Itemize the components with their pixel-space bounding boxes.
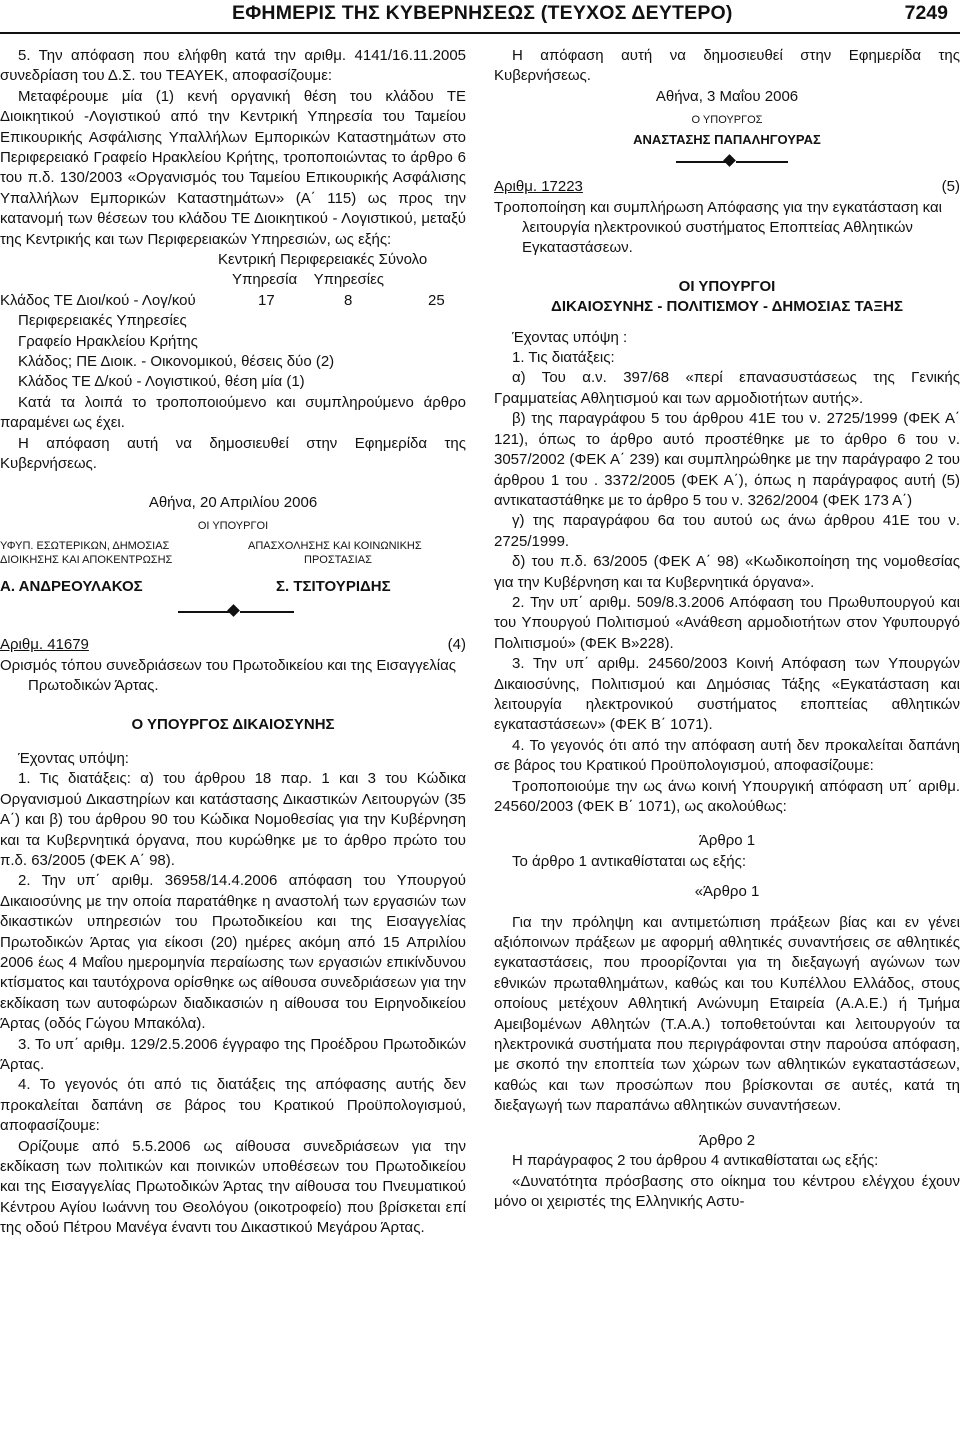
signing-date: Αθήνα, 20 Απριλίου 2006: [148, 493, 318, 511]
regional-services-label: Περιφερειακές Υπηρεσίες: [18, 312, 187, 330]
ministers-heading-2: ΔΙΚΑΙΟΣΥΝΗΣ - ΠΟΛΙΤΙΣΜΟΥ - ΔΗΜΟΣΙΑΣ ΤΑΞΗΣ: [551, 298, 903, 316]
left-paragraph-4: 4. Το γεγονός ότι από τις διατάξεις της απόφασης αυτής δεν προκαλείται δαπάνη σε βάρος του Κρατικού Προϋπολογισμού, αποφασίζουμε:: [0, 1076, 466, 1135]
minister-1-title-line-1: ΥΦΥΠ. ΕΣΩΤΕΡΙΚΩΝ, ΔΗΜΟΣΙΑΣ: [0, 539, 170, 552]
office-label: Γραφείο Ηρακλείου Κρήτης: [18, 332, 198, 350]
signature-2: Σ. ΤΣΙΤΟΥΡΙΔΗΣ: [276, 577, 391, 595]
table-cell-central: 17: [258, 291, 275, 309]
right-paragraph-4: 4. Το γεγονός ότι από την απόφαση αυτή δεν προκαλείται δαπάνη σε βάρος του Κρατικού Προϋπολογισμού, αποφασίζουμε:: [494, 736, 960, 775]
positions-table: [0, 250, 466, 311]
diamond-icon: [227, 604, 240, 617]
minister-1-title-line-2: ΔΙΟΙΚΗΣΗΣ ΚΑΙ ΑΠΟΚΕΝΤΡΩΣΗΣ: [0, 553, 173, 566]
transfer-paragraph: Μεταφέρουμε μία (1) κενή οργανική θέση του κλάδου ΤΕ Διοικητικού -Λογιστικού από την Κεντρική Υπηρεσία του Ταμείου Επικουρικής Ασφάλισης Υπαλλήλων Εμπορικών Καταστημάτων στο Περιφερειακό Γραφείο Ηρακλείου Κρήτης, τροποποιώντας το άρθρο 6 του π.δ. 130/2003 «Οργανισμός του Ταμείου Επικουρικής Ασφάλισης Υπαλλήλων Εμπορικών Καταστημάτων» (Α΄ 115) ως προς την κατανομή των θέσεων του κλάδου ΤΕ Διοικητικού - Λογιστικού, μεταξύ της Κεντρικής και των Περιφερειακών Υπηρεσιών, ως εξής:: [0, 87, 466, 248]
article-2-heading: Άρθρο 2: [698, 1131, 756, 1149]
table-cell-regional: 8: [344, 291, 353, 309]
decision-5-number-line: [494, 177, 960, 197]
minister-2-title-line-1: ΑΠΑΣΧΟΛΗΣΗΣ ΚΑΙ ΚΟΙΝΩΝΙΚΗΣ: [248, 539, 422, 552]
table-row-label: Κλάδος ΤΕ Διοι/κού - Λογ/κού: [0, 291, 196, 309]
intro-paragraph: 5. Την απόφαση που ελήφθη κατά την αριθμ. 4141/16.11.2005 συνεδρίαση του Δ.Σ. του ΤΕΑΥΕΚ, αποφασίζουμε:: [0, 47, 466, 85]
table-row: [0, 291, 466, 311]
right-paragraph-1a: α) Του α.ν. 397/68 «περί επανασυστάσεως της Γενικής Γραμματείας Αθλητισμού και των αρμοδιοτήτων αυτής».: [494, 369, 960, 407]
rest-paragraph: Κατά τα λοιπά το τροποποιούμενο και συμπληρούμενο άρθρο παραμένει ως έχει.: [0, 393, 466, 432]
table-header-line-2: Υπηρεσία Υπηρεσίες: [232, 271, 384, 289]
right-signing-date: Αθήνα, 3 Μαΐου 2006: [655, 87, 799, 105]
right-paragraph-1b: β) της παραγράφου 5 του άρθρου 41Ε του ν. 2725/1999 (ΦΕΚ Α΄ 121), όπως το άρθρο αυτό προστέθηκε με το άρθρο 6 του ν. 3057/2002 (ΦΕΚ Α΄ 239) και συμπληρώθηκε με την παράγραφο 2 του άρθρου 1 του . 3372/2005 (ΦΕΚ Α΄), όπως η παράγραφος αυτή (5) αντικαταστάθηκε με το άρθρο 5 του ν. 3262/2004 (ΦΕΚ 173 Α΄): [494, 410, 960, 509]
branch-pe: Κλάδος; ΠΕ Διοικ. - Οικονομικού, θέσεις δύο (2): [18, 353, 335, 371]
ministers-label: ΟΙ ΥΠΟΥΡΓΟΙ: [197, 519, 269, 532]
minister-heading: Ο ΥΠΟΥΡΓΟΣ ΔΙΚΑΙΟΣΥΝΗΣ: [131, 715, 335, 733]
right-minister-label: Ο ΥΠΟΥΡΓΟΣ: [691, 114, 763, 127]
ministers-signatures: [0, 577, 466, 597]
decision-5-title: Τροποποίηση και συμπλήρωση Απόφασης για την εγκατάσταση και λειτουργία ηλεκτρονικού συστήματος Εποπτείας Αθλητικών Εγκαταστάσεων.: [494, 198, 942, 257]
diamond-icon: [723, 154, 736, 167]
gazette-title: ΕΦΗΜΕΡΙΣ ΤΗΣ ΚΥΒΕΡΝΗΣΕΩΣ (ΤΕΥΧΟΣ ΔΕΥΤΕΡΟ): [232, 2, 733, 24]
ministers-titles: [0, 539, 466, 567]
ministers-heading-1: ΟΙ ΥΠΟΥΡΓΟΙ: [678, 277, 776, 295]
branch-te: Κλάδος ΤΕ Δ/κού - Λογιστικού, θέση μία (1): [18, 373, 305, 391]
decision-4-index: (4): [447, 636, 466, 654]
right-minister-name: ΑΝΑΣΤΑΣΗΣ ΠΑΠΑΛΗΓΟΥΡΑΣ: [633, 132, 821, 148]
article-1-quote-heading: «Άρθρο 1: [694, 883, 760, 901]
right-paragraph-5: Τροποποιούμε την ως άνω κοινή Υπουργική απόφαση υπ΄ αριθμ. 24560/2003 (ΦΕΚ Β΄ 1071), ως ακολούθως:: [494, 777, 960, 815]
left-column: [0, 46, 466, 1239]
left-paragraph-3: 3. Το υπ΄ αριθμ. 129/2.5.2006 έγγραφο της Προέδρου Πρωτοδικών Άρτας.: [0, 1035, 466, 1074]
article-2-text: Η παράγραφος 2 του άρθρου 4 αντικαθίσταται ως εξής:: [512, 1152, 879, 1170]
decision-5-index: (5): [941, 178, 960, 196]
decision-4-number-line: [0, 635, 466, 655]
page-header: [0, 0, 960, 38]
article-1-heading: Άρθρο 1: [698, 832, 756, 850]
right-paragraph-2: 2. Την υπ΄ αριθμ. 509/8.3.2006 Απόφαση του Πρωθυπουργού και του Υπουργού Πολιτισμού «Ανάθεση αρμοδιοτήτων στον Υφυπουργό Πολιτισμού» (ΦΕΚ Β»228).: [494, 593, 960, 652]
left-paragraph-1: 1. Τις διατάξεις: α) του άρθρου 18 παρ. 1 και 3 του Κώδικα Οργανισμού Δικαστηρίων και κατάστασης Δικαστικών Λειτουργών (35 Α΄) και β) του άρθρου 90 του Κώδικα Νομοθεσίας για την Κυβέρνηση και τα Κυβερνητικά όργανα, που κυρώθηκε με το άρθρο πρώτο του π.δ. 63/2005 (ΦΕΚ Α΄ 98).: [0, 770, 466, 869]
signature-1: Α. ΑΝΔΡΕΟΥΛΑΚΟΣ: [0, 577, 143, 595]
publish-paragraph: Η απόφαση αυτή να δημοσιευθεί στην Εφημερίδα της Κυβερνήσεως.: [0, 434, 466, 473]
section-ornament: [0, 603, 466, 621]
right-having-regard: Έχοντας υπόψη :: [512, 328, 628, 346]
left-paragraph-5: Ορίζουμε από 5.5.2006 ως αίθουσα συνεδριάσεων για την εκδίκαση των πολιτικών και ποινικών υποθέσεων του Πρωτοδικείου και της Εισαγγελίας Πρωτοδικών Άρτας την αίθουσα του Πνευματικού Κέντρου Αγίου Ιωάννη του Θεολόγου (οικοτροφείο) που βρίσκεται επί της οδού Πέτρου Μανέγα έναντι του Δικαστικού Μεγάρου Άρτας.: [0, 1137, 466, 1237]
right-column: [494, 46, 960, 1212]
article-1-text: Για την πρόληψη και αντιμετώπιση πράξεων βίας και εν γένει αξιόποινων πράξεων με αφορμή αθλητικές συναντήσεις σε αθλητικές εγκαταστάσεις, που προορίζονται για τη διεξαγωγή αγώνων των εθνικών πρωταθλημάτων, καθώς και του Κυπέλλου Ελλάδος, στους οποίους μετέχουν Αθλητική Ανώνυμη Εταιρεία (Α.Α.Ε.) ή Τμήμα Αμειβομένων Αθλητών (Τ.Α.Α.) τοποθετούνται και λειτουργούν τα ηλεκτρονικά συστήματα που περιγράφονται στην παρούσα απόφαση, με σκοπό την εποπτεία των χώρων των αθλητικών εγκαταστάσεων, καθώς και των προσώπων που βρίσκονται σε αυτές, κατά τη διεξαγωγή των παραπάνω αθλητικών συναντήσεων.: [494, 913, 960, 1115]
table-header-line-1: Κεντρική Περιφερειακές Σύνολο: [218, 251, 428, 269]
page-number: 7249: [904, 2, 948, 24]
right-paragraph-1c: γ) της παραγράφου 6α του αυτού ως άνω άρθρου 41Ε του ν. 2725/1999.: [494, 512, 960, 550]
right-publish-paragraph: Η απόφαση αυτή να δημοσιευθεί στην Εφημερίδα της Κυβερνήσεως.: [494, 47, 960, 85]
decision-5-number: Αριθμ. 17223: [494, 178, 583, 196]
minister-2-title-line-2: ΠΡΟΣΤΑΣΙΑΣ: [304, 553, 372, 566]
section-ornament-right: [494, 153, 960, 171]
article-2-quote: «Δυνατότητα πρόσβασης στο οίκημα του κέντρου ελέγχου έχουν μόνο οι χειριστές της Ελληνικής Αστυ-: [494, 1172, 960, 1210]
having-regard: Έχοντας υπόψη:: [18, 749, 129, 767]
decision-4-title: Ορισμός τόπου συνεδριάσεων του Πρωτοδικείου και της Εισαγγελίας Πρωτοδικών Άρτας.: [0, 656, 457, 695]
article-1-replace: Το άρθρο 1 αντικαθίσταται ως εξής:: [512, 852, 746, 870]
right-paragraph-1d: δ) του π.δ. 63/2005 (ΦΕΚ Α΄ 98) «Κωδικοποίηση της νομοθεσίας για την Κυβέρνηση και τα Κυβερνητικά όργανα».: [494, 553, 960, 591]
header-rule: [0, 32, 960, 34]
right-paragraph-1: 1. Τις διατάξεις:: [512, 349, 615, 367]
table-cell-total: 25: [428, 291, 445, 309]
decision-4-number: Αριθμ. 41679: [0, 636, 89, 654]
right-paragraph-3: 3. Την υπ΄ αριθμ. 24560/2003 Κοινή Απόφαση των Υπουργών Δικαιοσύνης, Πολιτισμού και Δημόσιας Τάξης «Εγκατάσταση και λειτουργία ηλεκτρονικού συστήματος εποπτείας αθλητικών εγκαταστάσεων» (ΦΕΚ Β΄ 1071).: [494, 655, 960, 734]
left-paragraph-2: 2. Την υπ΄ αριθμ. 36958/14.4.2006 απόφαση του Υπουργού Δικαιοσύνης με την οποία παρατάθηκε η αναστολή των εργασιών των δικαστικών υπηρεσιών του Πρωτοδικείου και της Εισαγγελίας Πρωτοδικών Άρτας για είκοσι (20) ημέρες ακόμη από 15 Απριλίου 2006 έως 4 Μαΐου ημερομηνία περαίωσης των εργασιών επικίνδυνου κτίσματος και ταυτόχρονα ορίσθηκε ως αίθουσα συνεδριάσεων για την εκδίκαση των αυτοφώρων διαδικασιών η αίθουσα του Ειρηνοδικείου Άρτας (οδός Γώγου Μπακόλα).: [0, 872, 466, 1033]
